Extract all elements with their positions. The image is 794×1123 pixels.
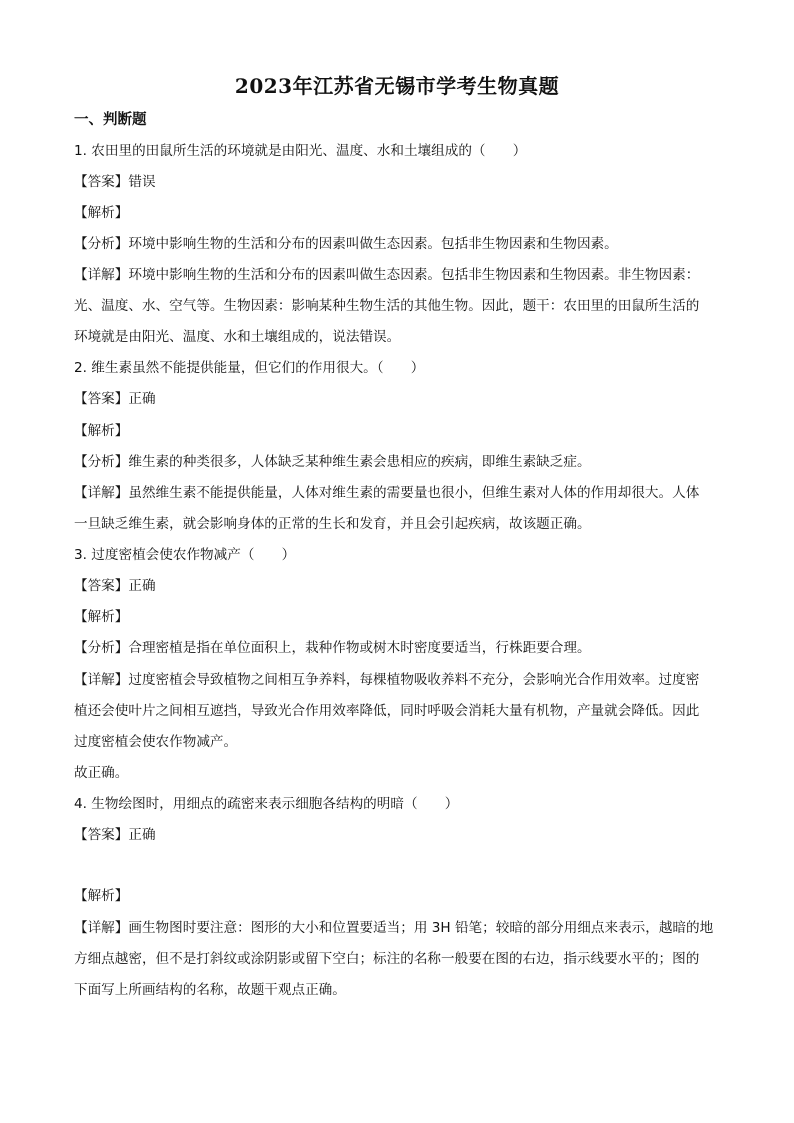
- analysis-label-2: 【解析】: [74, 423, 129, 439]
- detail-2-line-1: 【详解】虽然维生素不能提供能量，人体对维生素的需要量也很小，但维生素对人体的作用却很大。人体: [74, 485, 700, 501]
- question-3: 3. 过度密植会使农作物减产（ ）: [74, 547, 296, 563]
- detail-4-line-3: 下面写上所画结构的名称，故题干观点正确。: [74, 982, 346, 998]
- analysis-1: 【分析】环境中影响生物的生活和分布的因素叫做生态因素。包括非生物因素和生物因素。: [74, 236, 618, 252]
- detail-1-line-1: 【详解】环境中影响生物的生活和分布的因素叫做生态因素。包括非生物因素和生物因素。非生物因素：: [74, 267, 700, 283]
- answer-3: 【答案】正确: [74, 578, 156, 594]
- analysis-label-3: 【解析】: [74, 609, 129, 625]
- analysis-2: 【分析】维生素的种类很多，人体缺乏某种维生素会患相应的疾病，即维生素缺乏症。: [74, 454, 591, 470]
- detail-1-line-3: 环境就是由阳光、温度、水和土壤组成的，说法错误。: [74, 329, 401, 345]
- conclusion-3: 故正确。: [74, 765, 129, 781]
- analysis-3: 【分析】合理密植是指在单位面积上，栽种作物或树木时密度要适当，行株距要合理。: [74, 640, 591, 656]
- detail-3-line-1: 【详解】过度密植会导致植物之间相互争养料，每棵植物吸收养料不充分，会影响光合作用效率。过度密: [74, 672, 700, 688]
- detail-4-line-1: 【详解】画生物图时要注意：图形的大小和位置要适当；用 3H 铅笔；较暗的部分用细点来表示，越暗的地: [74, 920, 714, 936]
- page-title: 2023年江苏省无锡市学考生物真题: [234, 74, 560, 98]
- detail-1-line-2: 光、温度、水、空气等。生物因素：影响某种生物生活的其他生物。因此，题干：农田里的田鼠所生活的: [74, 298, 700, 314]
- analysis-label-1: 【解析】: [74, 205, 129, 221]
- question-1: 1. 农田里的田鼠所生活的环境就是由阳光、温度、水和土壤组成的（ ）: [74, 143, 527, 159]
- analysis-label-4: 【解析】: [74, 888, 129, 904]
- detail-3-line-2: 植还会使叶片之间相互遮挡，导致光合作用效率降低，同时呼吸会消耗大量有机物，产量就会降低。因此: [74, 703, 700, 719]
- answer-1: 【答案】错误: [74, 174, 156, 190]
- section-heading: 一、判断题: [74, 112, 147, 128]
- detail-4-line-2: 方细点越密，但不是打斜纹或涂阴影或留下空白；标注的名称一般要在图的右边，指示线要水平的；图的: [74, 951, 700, 967]
- question-2: 2. 维生素虽然不能提供能量，但它们的作用很大。（ ）: [74, 360, 425, 376]
- question-4: 4. 生物绘图时，用细点的疏密来表示细胞各结构的明暗（ ）: [74, 796, 459, 812]
- answer-2: 【答案】正确: [74, 391, 156, 407]
- answer-4: 【答案】正确: [74, 827, 156, 843]
- detail-2-line-2: 一旦缺乏维生素，就会影响身体的正常的生长和发育，并且会引起疾病，故该题正确。: [74, 516, 591, 532]
- detail-3-line-3: 过度密植会使农作物减产。: [74, 734, 238, 750]
